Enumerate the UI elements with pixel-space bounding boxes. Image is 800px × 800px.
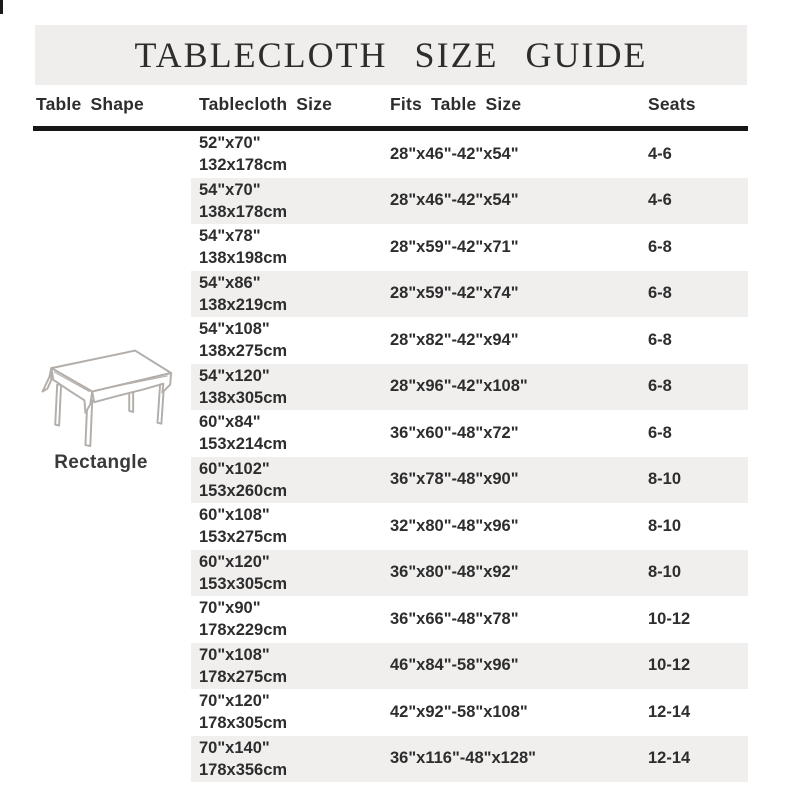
seats-cell: 4-6 — [648, 144, 672, 163]
fits-table-size-cell: 28"x82"-42"x94" — [390, 330, 519, 349]
tablecloth-size-cell — [199, 272, 287, 316]
title-banner — [35, 25, 747, 85]
size-cm: 178x229cm — [199, 621, 288, 639]
tablecloth-size-cell — [199, 225, 287, 269]
tablecloth-size-cell — [199, 551, 287, 595]
tablecloth-size-cell — [199, 504, 287, 548]
size-inches: 70"x108" — [199, 645, 270, 664]
size-cm: 178x275cm — [199, 667, 288, 686]
tablecloth-size-cell — [199, 318, 287, 362]
seats-cell: 4-6 — [648, 191, 672, 210]
seats-cell: 6-8 — [648, 237, 672, 256]
column-header-table-shape: Table Shape — [36, 94, 144, 114]
fits-table-size-cell: 36"x116"-48"x128" — [390, 749, 536, 768]
fits-table-size-cell: 36"x78"-48"x90" — [390, 470, 519, 489]
size-inches: 60"x120" — [199, 552, 270, 571]
size-inches: 54"x78" — [199, 227, 261, 245]
column-header-tablecloth-size: Tablecloth Size — [199, 94, 333, 114]
size-cm: 153x275cm — [199, 528, 288, 546]
size-inches: 60"x102" — [199, 459, 270, 478]
table-row — [0, 131, 800, 178]
size-cm: 132x178cm — [199, 156, 288, 174]
seats-cell: 6-8 — [648, 423, 672, 442]
table-row — [0, 689, 800, 736]
size-inches: 54"x70" — [199, 180, 261, 199]
fits-table-size-cell: 46"x84"-58"x96" — [390, 656, 519, 675]
seats-cell: 8-10 — [648, 516, 682, 535]
table-row — [0, 736, 800, 783]
seats-cell: 6-8 — [648, 377, 672, 396]
size-cm: 153x260cm — [199, 481, 288, 500]
table-shape-label: Rectangle — [54, 452, 148, 473]
table-row — [0, 550, 800, 597]
size-cm: 178x305cm — [199, 714, 288, 732]
table-row — [0, 503, 800, 550]
size-cm: 153x305cm — [199, 574, 288, 593]
fits-table-size-cell: 42"x92"-58"x108" — [390, 702, 528, 721]
fits-table-size-cell: 36"x66"-48"x78" — [390, 609, 519, 628]
seats-cell: 10-12 — [648, 609, 691, 628]
seats-cell: 6-8 — [648, 330, 672, 349]
fits-table-size-cell: 28"x46"-42"x54" — [390, 144, 519, 163]
fits-table-size-cell: 28"x59"-42"x74" — [390, 284, 519, 303]
fits-table-size-cell: 36"x80"-48"x92" — [390, 563, 519, 582]
size-cm: 138x198cm — [199, 249, 288, 267]
size-inches: 54"x86" — [199, 273, 261, 292]
seats-cell: 8-10 — [648, 470, 682, 489]
rectangle-table-icon — [27, 336, 175, 448]
size-cm: 153x214cm — [199, 435, 288, 453]
column-header-fits-table-size: Fits Table Size — [390, 94, 522, 114]
table-row — [0, 643, 800, 690]
seats-cell: 12-14 — [648, 702, 691, 721]
size-cm: 178x356cm — [199, 760, 288, 779]
seats-cell: 8-10 — [648, 563, 682, 582]
tablecloth-size-cell — [199, 690, 287, 734]
size-inches: 54"x108" — [199, 320, 270, 338]
seats-cell: 6-8 — [648, 284, 672, 303]
table-row — [0, 224, 800, 271]
size-inches: 60"x108" — [199, 506, 270, 524]
tablecloth-size-cell — [199, 644, 287, 688]
tablecloth-size-cell — [199, 597, 287, 641]
fits-table-size-cell: 28"x46"-42"x54" — [390, 191, 519, 210]
fits-table-size-cell: 36"x60"-48"x72" — [390, 423, 519, 442]
seats-cell: 12-14 — [648, 749, 691, 768]
table-row — [0, 596, 800, 643]
tablecloth-size-cell — [199, 458, 287, 502]
size-inches: 70"x120" — [199, 692, 270, 710]
table-row — [0, 271, 800, 318]
page-title: TABLECLOTH SIZE GUIDE — [134, 35, 648, 75]
size-cm: 138x178cm — [199, 202, 288, 221]
tablecloth-size-cell — [199, 179, 287, 223]
table-row — [0, 178, 800, 225]
seats-cell: 10-12 — [648, 656, 691, 675]
tablecloth-size-cell — [199, 737, 287, 781]
size-cm: 138x305cm — [199, 388, 288, 407]
size-inches: 70"x90" — [199, 599, 261, 617]
size-inches: 70"x140" — [199, 738, 270, 757]
fits-table-size-cell: 28"x59"-42"x71" — [390, 237, 519, 256]
size-cm: 138x275cm — [199, 342, 288, 360]
size-inches: 52"x70" — [199, 134, 261, 152]
fits-table-size-cell: 28"x96"-42"x108" — [390, 377, 528, 396]
corner-mark — [0, 0, 3, 14]
size-inches: 60"x84" — [199, 413, 261, 431]
column-header-seats: Seats — [648, 94, 696, 114]
fits-table-size-cell: 32"x80"-48"x96" — [390, 516, 519, 535]
tablecloth-size-cell — [199, 132, 287, 176]
tablecloth-size-cell — [199, 411, 287, 455]
size-cm: 138x219cm — [199, 295, 288, 314]
size-inches: 54"x120" — [199, 366, 270, 385]
table-shape-figure — [26, 336, 176, 474]
tablecloth-size-cell — [199, 365, 287, 409]
